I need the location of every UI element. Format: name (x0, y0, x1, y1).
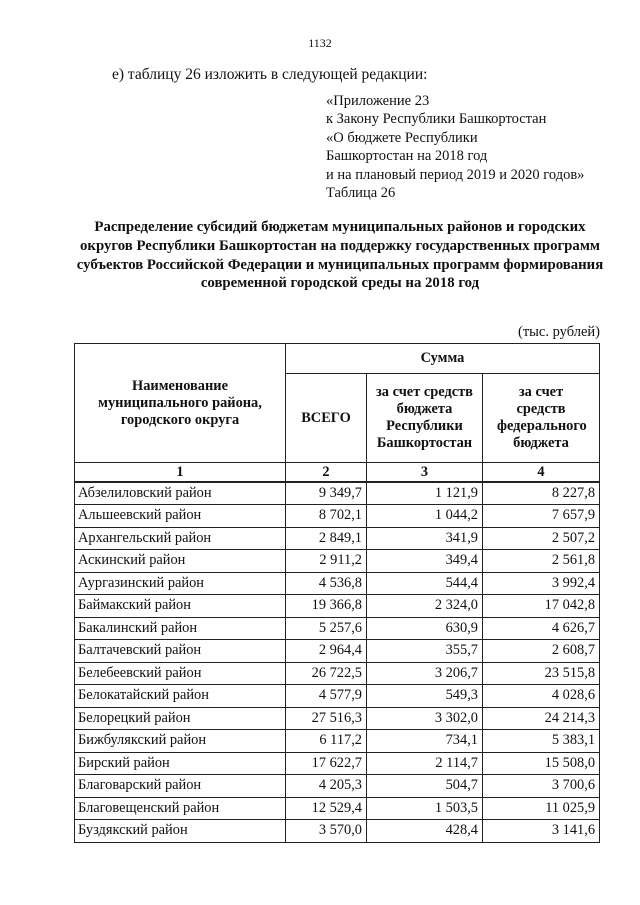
row-federal: 3 992,4 (483, 572, 600, 595)
row-total: 26 722,5 (286, 662, 367, 685)
row-total: 4 205,3 (286, 775, 367, 798)
row-federal: 8 227,8 (483, 482, 600, 505)
row-regional: 504,7 (367, 775, 483, 798)
row-federal: 17 042,8 (483, 595, 600, 618)
table-row (75, 752, 600, 775)
appendix-line: и на плановый период 2019 и 2020 годов» (326, 166, 585, 183)
row-name: Бижбулякский район (75, 730, 286, 753)
table-row (75, 527, 600, 550)
row-regional: 341,9 (367, 527, 483, 550)
row-total: 4 577,9 (286, 685, 367, 708)
row-regional: 3 302,0 (367, 707, 483, 730)
header-sum: Сумма (286, 344, 600, 374)
row-regional: 544,4 (367, 572, 483, 595)
row-total: 19 366,8 (286, 595, 367, 618)
row-name: Бирский район (75, 752, 286, 775)
row-federal: 3 141,6 (483, 820, 600, 843)
column-number: 2 (286, 463, 367, 483)
row-name: Альшеевский район (75, 505, 286, 528)
table-row (75, 775, 600, 798)
row-total: 8 702,1 (286, 505, 367, 528)
row-federal: 2 507,2 (483, 527, 600, 550)
units-label: (тыс. рублей) (518, 324, 600, 340)
row-total: 2 964,4 (286, 640, 367, 663)
row-regional: 2 114,7 (367, 752, 483, 775)
table-row (75, 572, 600, 595)
row-regional: 428,4 (367, 820, 483, 843)
row-total: 4 536,8 (286, 572, 367, 595)
row-name: Архангельский район (75, 527, 286, 550)
row-regional: 3 206,7 (367, 662, 483, 685)
row-total: 3 570,0 (286, 820, 367, 843)
column-number: 4 (483, 463, 600, 483)
appendix-line: «О бюджете Республики (326, 129, 478, 146)
table-row (75, 550, 600, 573)
row-total: 2 849,1 (286, 527, 367, 550)
row-name: Белокатайский район (75, 685, 286, 708)
header-name: Наименование муниципального района, городского округа (75, 344, 286, 463)
table-row (75, 505, 600, 528)
appendix-line: Таблица 26 (326, 185, 396, 202)
row-total: 12 529,4 (286, 797, 367, 820)
row-regional: 1 503,5 (367, 797, 483, 820)
row-regional: 355,7 (367, 640, 483, 663)
appendix-line: Башкортостан на 2018 год (326, 148, 488, 165)
row-federal: 4 626,7 (483, 617, 600, 640)
row-name: Аскинский район (75, 550, 286, 573)
row-federal: 3 700,6 (483, 775, 600, 798)
row-regional: 2 324,0 (367, 595, 483, 618)
row-federal: 11 025,9 (483, 797, 600, 820)
row-regional: 349,4 (367, 550, 483, 573)
row-total: 2 911,2 (286, 550, 367, 573)
row-regional: 630,9 (367, 617, 483, 640)
intro-text: е) таблицу 26 изложить в следующей редакции: (112, 66, 428, 83)
row-federal: 15 508,0 (483, 752, 600, 775)
row-total: 5 257,6 (286, 617, 367, 640)
header-regional: за счет средств бюджета Республики Башкортостан (367, 374, 483, 463)
table-row (75, 820, 600, 843)
row-regional: 549,3 (367, 685, 483, 708)
row-federal: 5 383,1 (483, 730, 600, 753)
table-row (75, 707, 600, 730)
row-name: Белебеевский район (75, 662, 286, 685)
row-name: Балтачевский район (75, 640, 286, 663)
table-row (75, 797, 600, 820)
row-federal: 4 028,6 (483, 685, 600, 708)
row-name: Абзелиловский район (75, 482, 286, 505)
row-name: Бакалинский район (75, 617, 286, 640)
row-total: 9 349,7 (286, 482, 367, 505)
row-federal: 2 561,8 (483, 550, 600, 573)
table-row (75, 617, 600, 640)
row-federal: 24 214,3 (483, 707, 600, 730)
row-regional: 734,1 (367, 730, 483, 753)
row-regional: 1 121,9 (367, 482, 483, 505)
row-federal: 2 608,7 (483, 640, 600, 663)
appendix-note (326, 92, 584, 202)
row-name: Благовещенский район (75, 797, 286, 820)
row-name: Белорецкий район (75, 707, 286, 730)
table-row (75, 662, 600, 685)
row-federal: 23 515,8 (483, 662, 600, 685)
column-number: 3 (367, 463, 483, 483)
appendix-line: «Приложение 23 (326, 93, 430, 109)
page-number: 1132 (308, 36, 332, 50)
row-name: Буздякский район (75, 820, 286, 843)
table-row (75, 482, 600, 505)
row-total: 17 622,7 (286, 752, 367, 775)
appendix-line: к Закону Республики Башкортостан (326, 111, 547, 128)
row-name: Баймакский район (75, 595, 286, 618)
header-federal: за счет средств федерального бюджета (483, 374, 600, 463)
column-number: 1 (75, 463, 286, 483)
header-total: ВСЕГО (286, 374, 367, 463)
table-row (75, 595, 600, 618)
row-name: Аургазинский район (75, 572, 286, 595)
document-title: Распределение субсидий бюджетам муниципальных районов и городских округов Республики Башкортостан на поддержку государственных программ субъектов Российской Федерации и муниципальных программ формирования современной городской среды на 2018 год (76, 219, 604, 292)
row-total: 27 516,3 (286, 707, 367, 730)
row-total: 6 117,2 (286, 730, 367, 753)
subsidy-table (74, 343, 600, 843)
row-name: Благоварский район (75, 775, 286, 798)
table-row (75, 730, 600, 753)
row-regional: 1 044,2 (367, 505, 483, 528)
row-federal: 7 657,9 (483, 505, 600, 528)
table-row (75, 640, 600, 663)
table-row (75, 685, 600, 708)
